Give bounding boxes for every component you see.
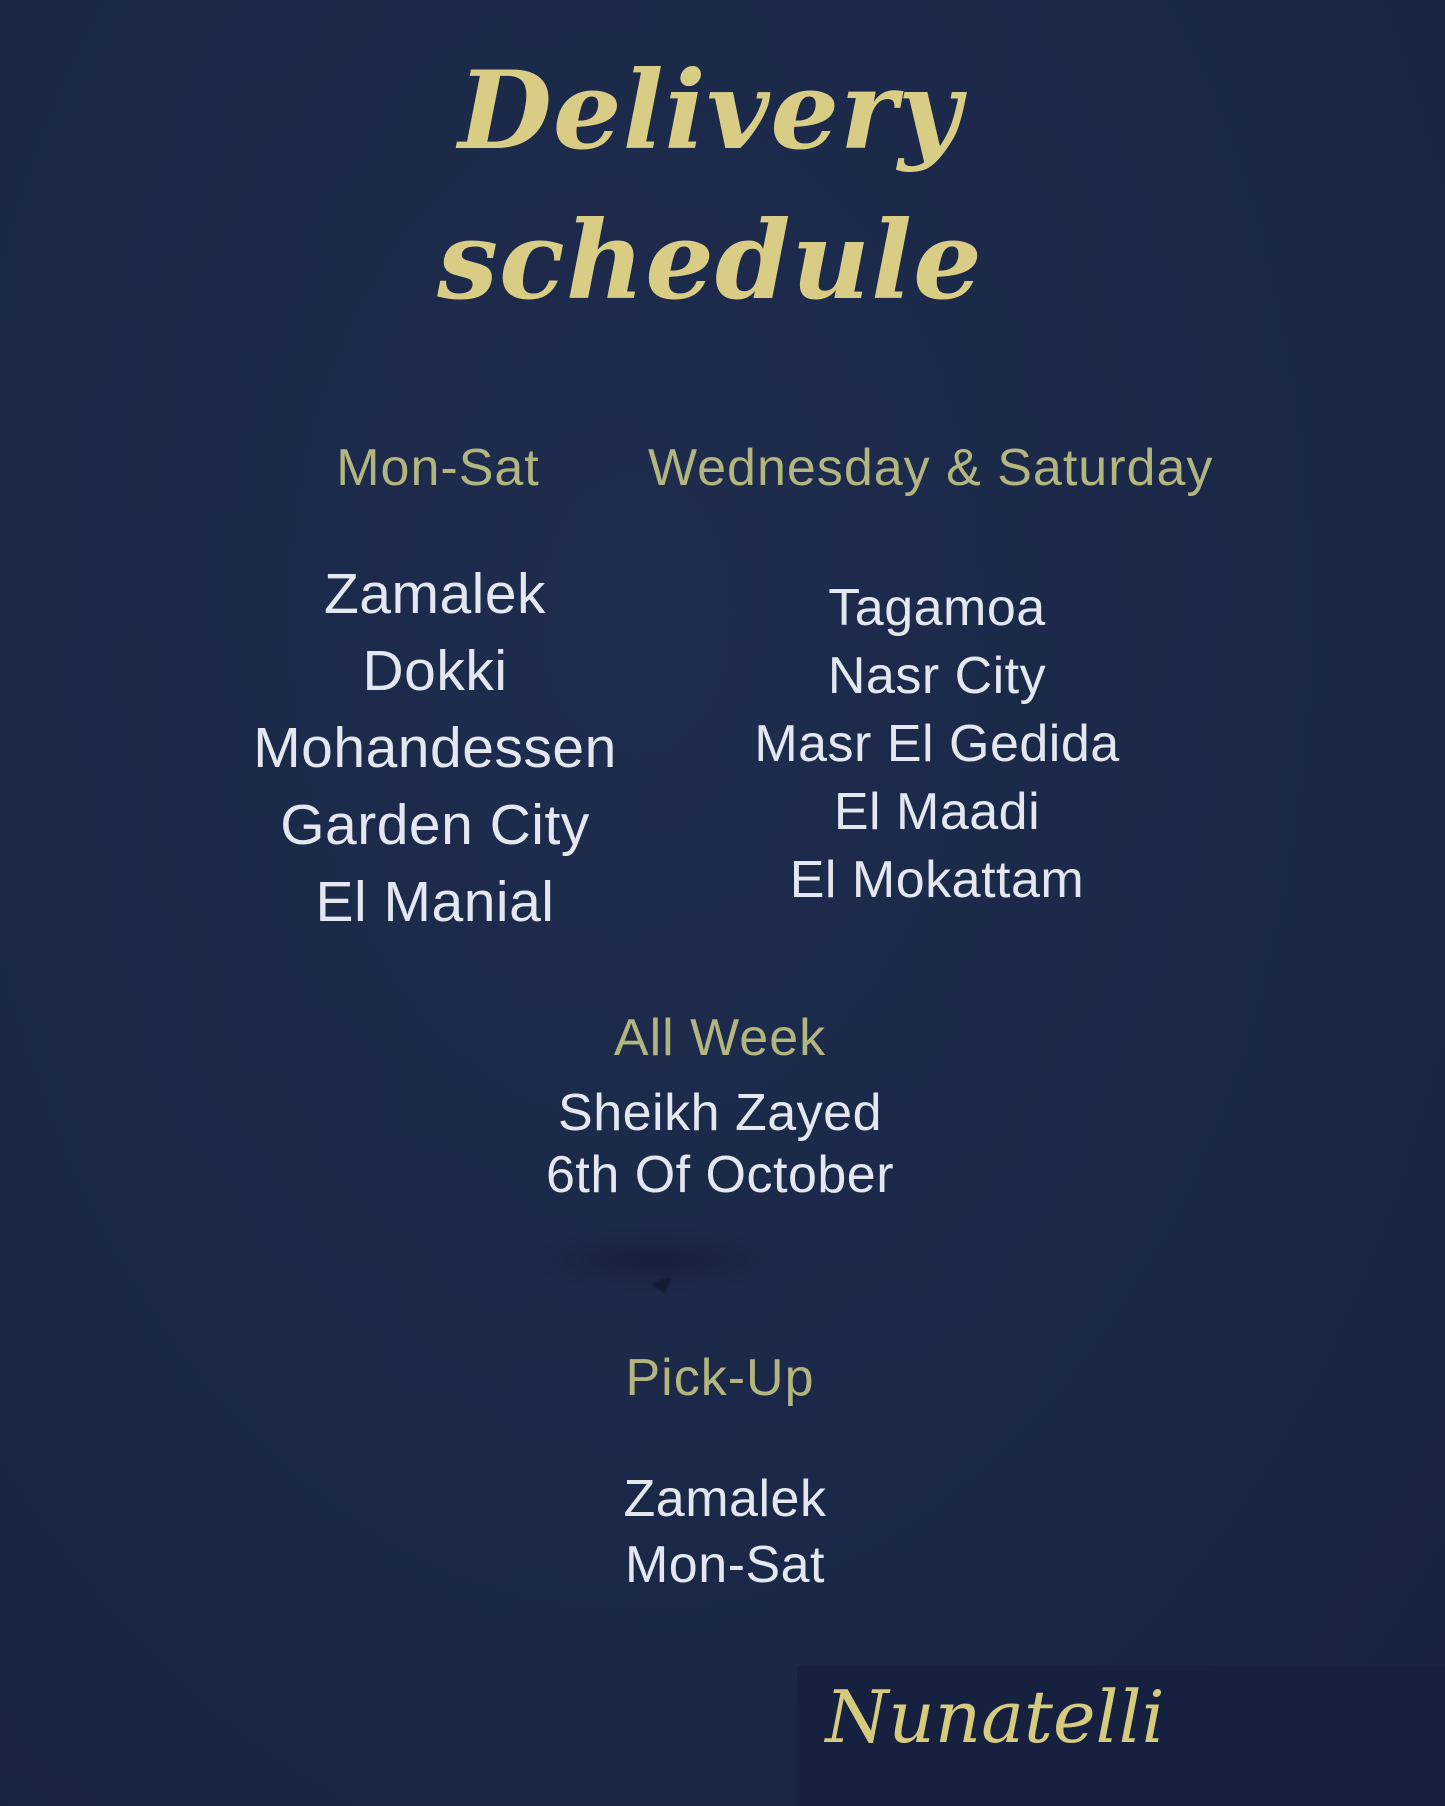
- area-item: Zamalek: [623, 1470, 827, 1528]
- area-item: El Maadi: [833, 783, 1041, 841]
- area-item: El Mokattam: [789, 851, 1085, 909]
- area-item: 6th Of October: [545, 1146, 895, 1204]
- area-item: El Manial: [315, 870, 555, 934]
- area-item: Garden City: [280, 793, 590, 857]
- nunatelli-logo: Nunatelli: [825, 1675, 1165, 1759]
- title-line-2: schedule: [437, 198, 983, 324]
- area-item: Masr El Gedida: [754, 715, 1120, 773]
- section-header-pick-up: Pick-Up: [625, 1349, 815, 1407]
- area-list-mon-sat: [185, 556, 685, 941]
- watermark-smudge: [535, 1232, 775, 1287]
- area-item: Mon-Sat: [624, 1536, 826, 1594]
- section-header-wednesday-saturday: Wednesday & Saturday: [648, 439, 1214, 497]
- area-list-all-week: [460, 1082, 980, 1206]
- page-title: [0, 36, 1420, 336]
- area-item: Sheikh Zayed: [558, 1084, 882, 1142]
- section-header-all-week: All Week: [613, 1009, 827, 1067]
- title-line-1: Delivery: [458, 48, 962, 174]
- area-item: Zamalek: [323, 562, 547, 626]
- area-list-pick-up: [465, 1466, 985, 1598]
- area-item: Dokki: [362, 639, 508, 703]
- area-item: Nasr City: [827, 647, 1047, 705]
- section-header-mon-sat: Mon-Sat: [336, 439, 540, 497]
- area-item: Mohandessen: [253, 716, 617, 780]
- area-list-wednesday-saturday: [687, 574, 1187, 914]
- area-item: Tagamoa: [828, 579, 1046, 637]
